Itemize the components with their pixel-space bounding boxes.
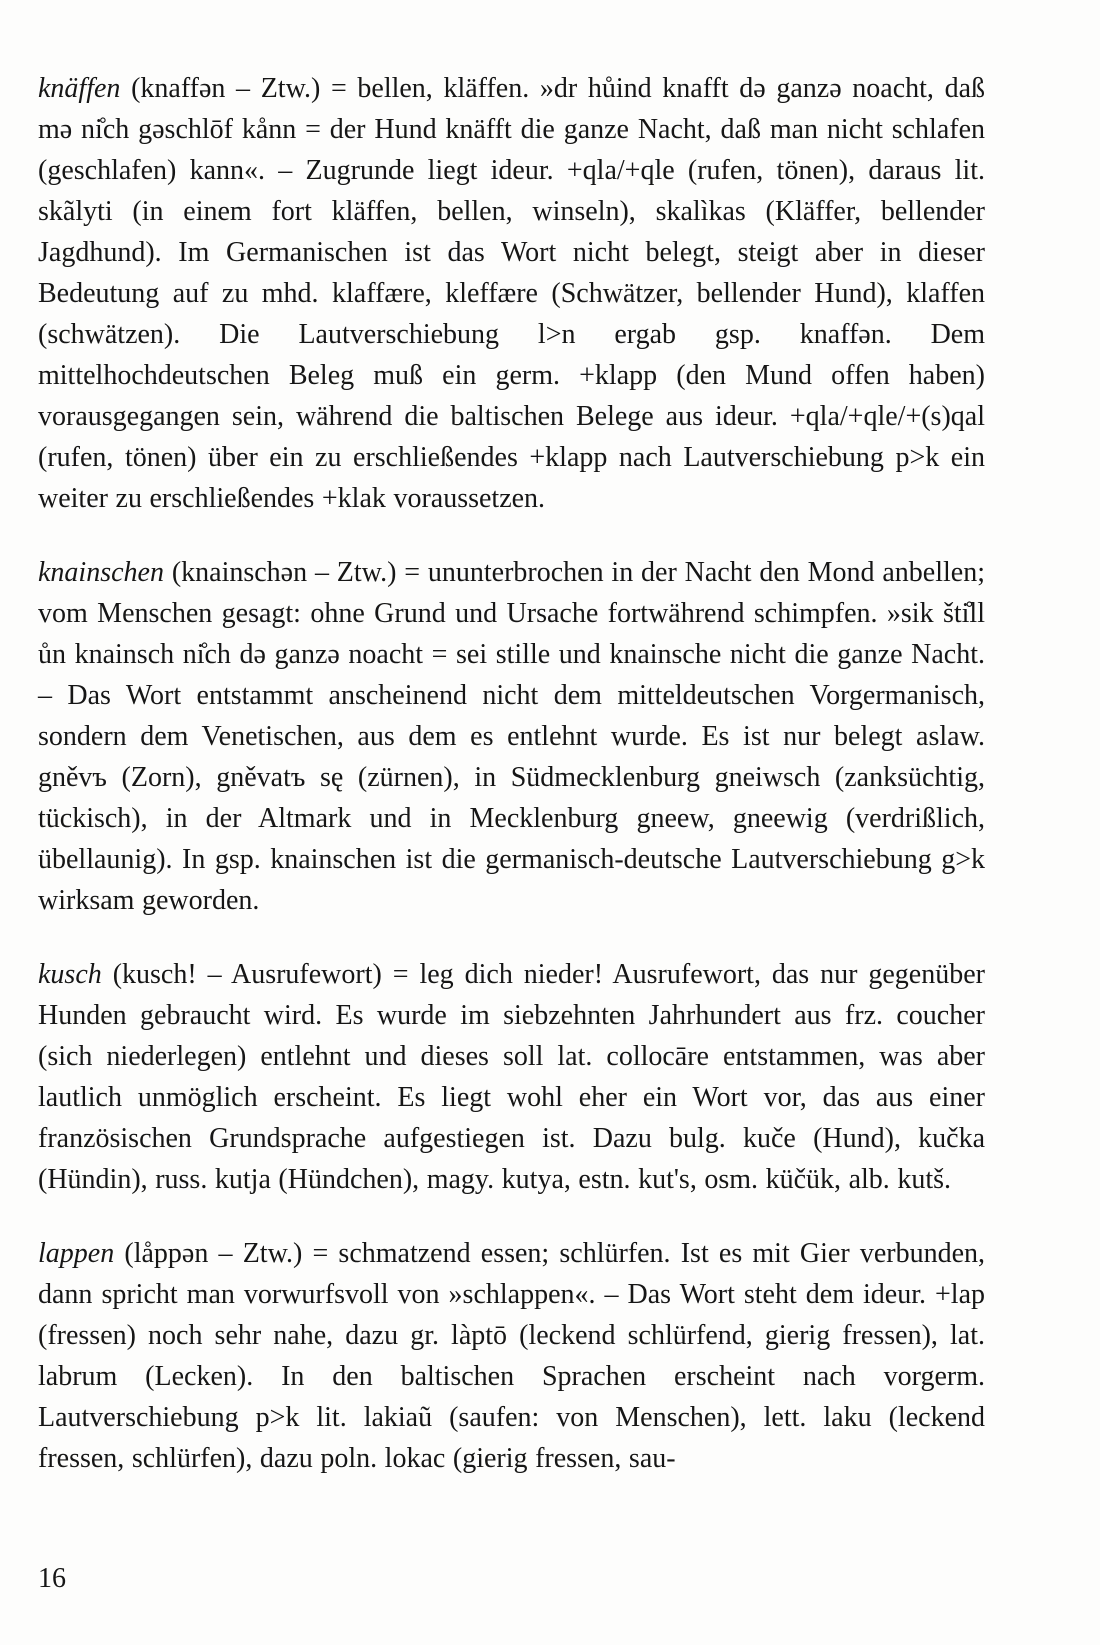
entry-headword: knäffen (38, 73, 121, 104)
entry-body: (knainschən – Ztw.) = ununterbrochen in der Nacht den Mond anbellen; vom Menschen gesagt: ohne Grund und Ursache fortwährend schimpfen. »sik šti̊ll ůn knainsch ni̊ch də ganzə noacht = sei stille und knainsche nicht die ganze Nacht. – Das Wort entstammt anscheinend nicht dem mitteldeutschen Vorgermanisch, sondern dem Venetischen, aus dem es entlehnt wurde. Es ist nur belegt aslaw. gněvъ (Zorn), gněvatъ sę (zürnen), in Südmecklenburg gneiwsch (zanksüchtig, tückisch), in der Altmark und in Mecklenburg gneew, gneewig (verdrißlich, übellaunig). In gsp. knainschen ist die germanisch-deutsche Lautverschiebung g>k wirksam geworden. (38, 557, 985, 916)
page-number: 16 (38, 1563, 66, 1594)
entry-body: (kusch! – Ausrufewort) = leg dich nieder! Ausrufewort, das nur gegenüber Hunden gebraucht wird. Es wurde im siebzehnten Jahrhundert aus frz. coucher (sich niederlegen) entlehnt und dieses soll lat. collocāre entstammen, was aber lautlich unmöglich erscheint. Es liegt wohl eher ein Wort vor, das aus einer französischen Grundsprache aufgestiegen ist. Dazu bulg. kuče (Hund), kučka (Hündin), russ. kutja (Hündchen), magy. kutya, estn. kut's, osm. küčük, alb. kutš. (38, 959, 985, 1195)
dictionary-entry (38, 552, 985, 921)
page-footer (38, 1565, 66, 1593)
dictionary-entry (38, 954, 985, 1200)
entry-headword: kusch (38, 959, 102, 990)
entry-body: (låppən – Ztw.) = schmatzend essen; schlürfen. Ist es mit Gier verbunden, dann spricht man vorwurfsvoll von »schlappen«. – Das Wort steht dem ideur. +lap (fressen) noch sehr nahe, dazu gr. làptō (leckend schlürfend, gierig fressen), lat. labrum (Lecken). In den baltischen Sprachen erscheint nach vorgerm. Lautverschiebung p>k lit. lakiaũ (saufen: von Menschen), lett. laku (leckend fressen, schlürfen), dazu poln. lokac (gierig fressen, sau- (38, 1238, 985, 1474)
entry-body: (knaffən – Ztw.) = bellen, kläffen. »dr hůind knafft də ganzə noacht, daß mə ni̊ch gəschlōf kånn = der Hund knäfft die ganze Nacht, daß man nicht schlafen (geschlafen) kann«. – Zugrunde liegt ideur. +qla/+qle (rufen, tönen), daraus lit. skãlyti (in einem fort kläffen, bellen, winseln), skalìkas (Kläffer, bellender Jagdhund). Im Germanischen ist das Wort nicht belegt, steigt aber in dieser Bedeutung auf zu mhd. klaffære, kleffære (Schwätzer, bellender Hund), klaffen (schwätzen). Die Lautverschiebung l>n ergab gsp. knaffən. Dem mittelhochdeutschen Beleg muß ein germ. +klapp (den Mund offen haben) vorausgegangen sein, während die baltischen Belege aus ideur. +qla/+qle/+(s)qal (rufen, tönen) über ein zu erschließendes +klapp nach Lautverschiebung p>k ein weiter zu erschließendes +klak voraussetzen. (38, 73, 985, 514)
dictionary-entry (38, 1233, 985, 1479)
dictionary-entries (38, 68, 985, 1479)
entry-headword: lappen (38, 1238, 115, 1269)
dictionary-entry (38, 68, 985, 519)
entry-headword: knainschen (38, 557, 164, 588)
